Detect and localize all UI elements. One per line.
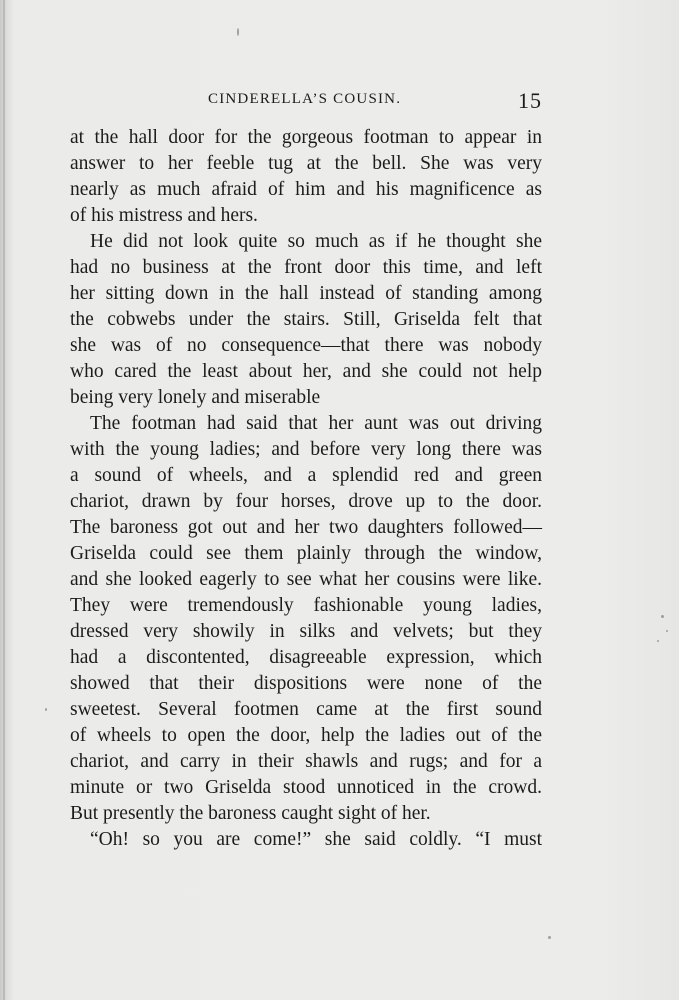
text-line: He did not look quite so much as if he thought she [90,231,542,252]
paper-speck [661,615,664,618]
text-line: answer to her feeble tug at the bell. She was very [70,153,542,174]
text-line: sweetest. Several footmen came at the first sound [70,699,542,720]
paragraph [70,411,542,827]
paper-speck [657,640,659,642]
page-gutter [3,0,5,1000]
text-line: They were tremendously fashionable young ladies, [70,595,542,616]
paper-speck [237,28,239,36]
text-line: and she looked eagerly to see what her cousins were like. [70,569,542,590]
text-line: minute or two Griselda stood unnoticed in the crowd. [70,777,542,798]
text-line: a sound of wheels, and a splendid red and green [70,465,542,486]
text-line: The footman had said that her aunt was out driving [90,413,542,434]
body-text [70,125,542,853]
paragraph [70,229,542,411]
text-line: had a discontented, disagreeable expression, which [70,647,542,668]
text-line: who cared the least about her, and she could not help [70,361,542,382]
text-line: showed that their dispositions were none of the [70,673,542,694]
text-line: with the young ladies; and before very long there was [70,439,542,460]
text-line: chariot, drawn by four horses, drove up to the door. [70,491,542,512]
text-line: of wheels to open the door, help the ladies out of the [70,725,542,746]
page-number: 15 [518,88,542,113]
text-line: of his mistress and hers. [70,205,258,226]
text-line: But presently the baroness caught sight of her. [70,803,431,824]
text-line: at the hall door for the gorgeous footman to appear in [70,127,542,148]
text-line: had no business at the front door this time, and left [70,257,542,278]
text-line: “Oh! so you are come!” she said coldly. “I must [90,829,542,850]
paper-speck [666,630,668,632]
text-line: The baroness got out and her two daughters followed— [70,517,542,538]
text-line: nearly as much afraid of him and his magnificence as [70,179,542,200]
paper-speck [548,936,551,939]
text-line: chariot, and carry in their shawls and rugs; and for a [70,751,542,772]
page-header [70,88,542,118]
text-line: her sitting down in the hall instead of standing among [70,283,542,304]
text-line: the cobwebs under the stairs. Still, Griselda felt that [70,309,542,330]
paragraph [70,125,542,229]
paragraph [70,827,542,853]
text-line: being very lonely and miserable [70,387,321,408]
running-title: CINDERELLA’S COUSIN. [208,91,402,107]
text-line: she was of no consequence—that there was nobody [70,335,542,356]
text-line: dressed very showily in silks and velvets; but they [70,621,542,642]
paper-speck [45,708,47,711]
text-line: Griselda could see them plainly through the window, [70,543,542,564]
